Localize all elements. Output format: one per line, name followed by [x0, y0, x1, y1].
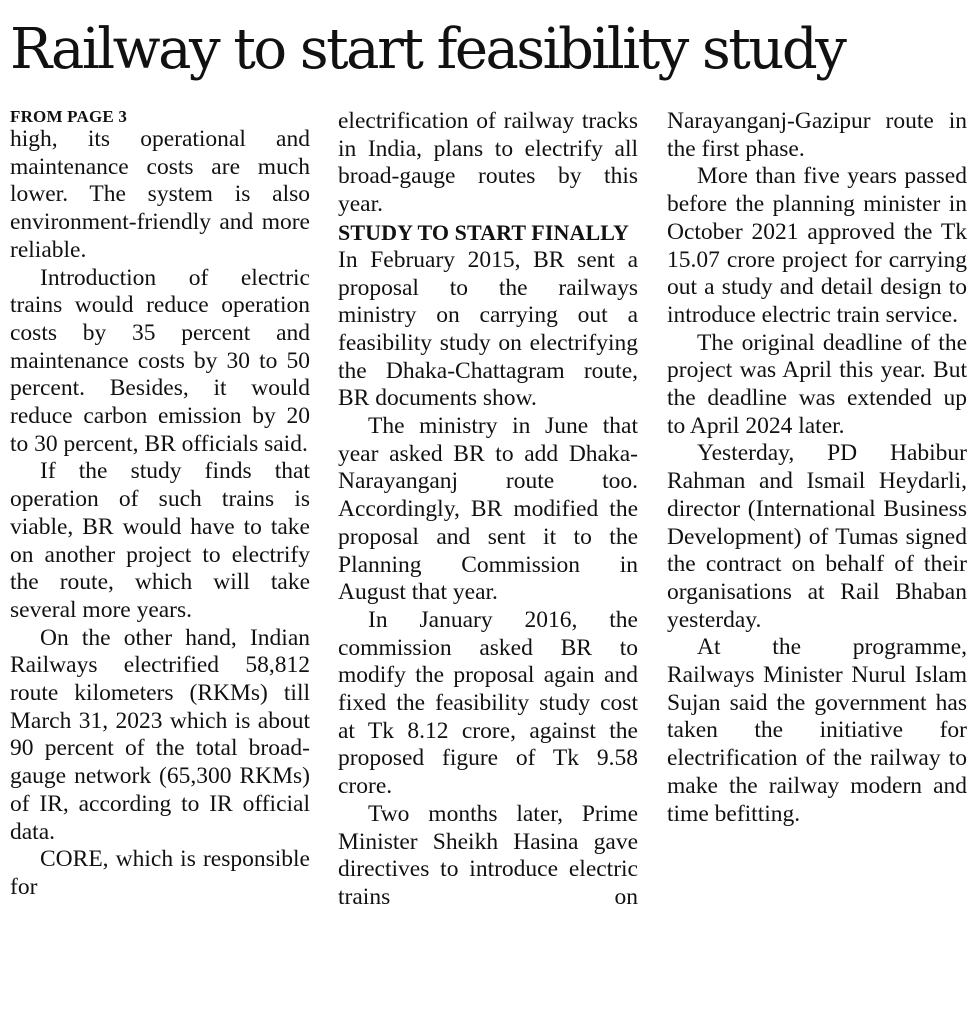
headline: Railway to start feasibility study	[10, 17, 845, 82]
paragraph: The ministry in June that year asked BR to add Dhaka-Narayanganj route too. Accordingly, BR modified the proposal and sent it to the Planning Commission in August that year.	[338, 413, 638, 606]
paragraph: CORE, which is responsible for	[10, 846, 310, 900]
paragraph: In February 2015, BR sent a proposal to the railways ministry on carrying out a feasibility study on electrifying the Dhaka-Chattagram route, BR documents show.	[338, 246, 638, 412]
continuation-kicker: FROM PAGE 3	[10, 107, 128, 126]
article-column-2	[338, 108, 638, 912]
paragraph: On the other hand, Indian Railways electrified 58,812 route kilometers (RKMs) till March 31, 2023 which is about 90 percent of the total broad-gauge network (65,300 RKMs) of IR, according to IR official data.	[10, 624, 310, 845]
paragraph: In January 2016, the commission asked BR to modify the proposal again and fixed the feasibility study cost at Tk 8.12 crore, against the proposed figure of Tk 9.58 crore.	[338, 606, 638, 800]
paragraph: electrification of railway tracks in India, plans to electrify all broad-gauge routes by this year.	[338, 108, 638, 218]
paragraph: At the programme, Railways Minister Nurul Islam Sujan said the government has taken the initiative for electrification of the railway to make the railway modern and time befitting.	[667, 634, 967, 827]
paragraph: Two months later, Prime Minister Sheikh Hasina gave directives to introduce electric trains on	[338, 800, 638, 910]
paragraph: If the study finds that operation of such trains is viable, BR would have to take on another project to electrify the route, which will take several more years.	[10, 458, 310, 623]
article-column-3	[667, 108, 967, 828]
paragraph: More than five years passed before the planning minister in October 2021 approved the Tk 15.07 crore project for carrying out a study and detail design to introduce electric train service.	[667, 163, 967, 328]
paragraph: Introduction of electric trains would reduce operation costs by 35 percent and maintenance costs by 30 to 50 percent. Besides, it would reduce carbon emission by 20 to 30 percent, BR officials said.	[10, 264, 310, 457]
paragraph: high, its operational and maintenance costs are much lower. The system is also environment-friendly and more reliable.	[10, 126, 310, 263]
subhead: STUDY TO START FINALLY	[338, 219, 629, 245]
article-column-1	[10, 106, 310, 902]
paragraph: Yesterday, PD Habibur Rahman and Ismail Heydarli, director (International Business Development) of Tumas signed the contract on behalf of their organisations at Rail Bhaban yesterday.	[667, 440, 967, 633]
paragraph: The original deadline of the project was April this year. But the deadline was extended up to April 2024 later.	[667, 329, 967, 439]
paragraph: Narayanganj-Gazipur route in the first phase.	[667, 108, 967, 162]
